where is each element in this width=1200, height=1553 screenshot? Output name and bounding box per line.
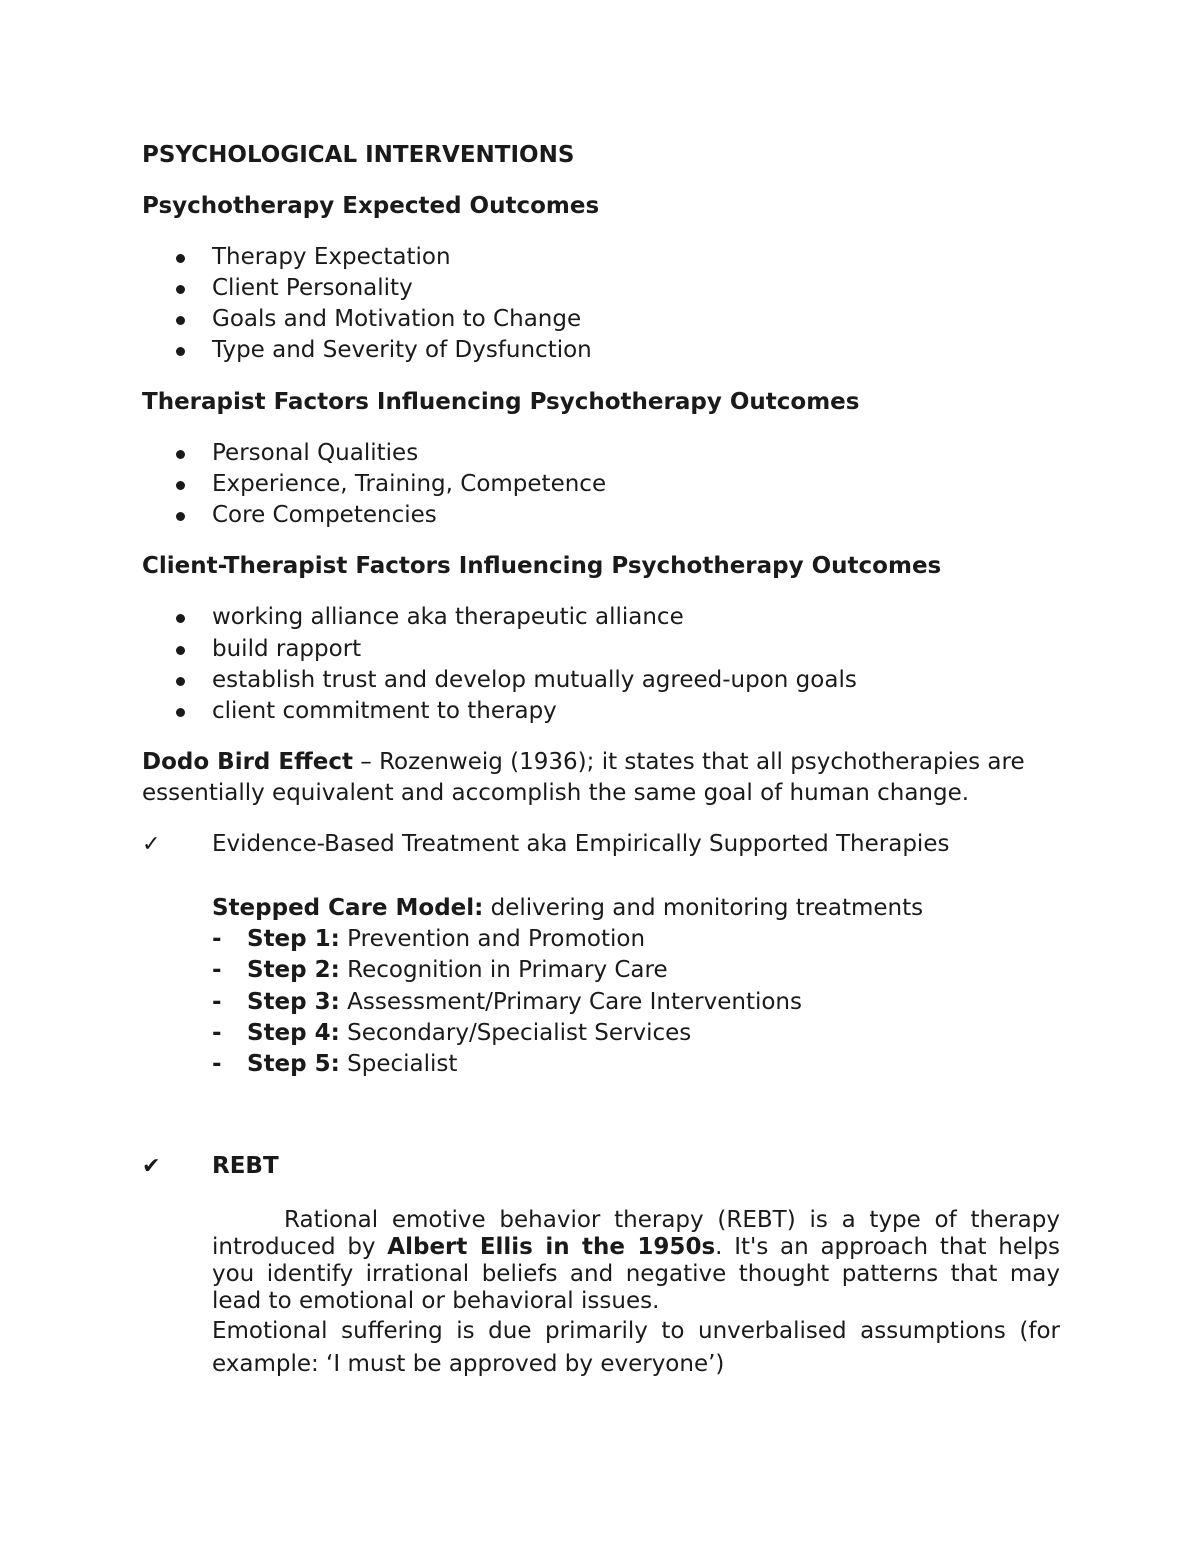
stepped-care-description: delivering and monitoring treatments — [490, 895, 924, 921]
section-heading-client-therapist-factors: Client-Therapist Factors Influencing Psychotherapy Outcomes — [142, 553, 942, 579]
step-item: Step 5: Specialist — [247, 1051, 458, 1077]
list-item: client commitment to therapy — [212, 698, 557, 724]
albert-ellis-emphasis: Albert Ellis in the 1950s — [387, 1234, 716, 1260]
dash-marker: - — [212, 1020, 222, 1046]
evidence-based-text: Evidence-Based Treatment aka Empirically Supported Therapies — [212, 831, 950, 857]
dash-marker: - — [212, 1051, 222, 1077]
rebt-paragraph: Rational emotive behavior therapy (REBT) is a type of therapy introduced by Albert Ellis in the 1950s. It's an approach that helps you identify irrational beliefs and negative thought patterns that may lead to emotional or behavioral issues. — [212, 1207, 1060, 1314]
list-item: Therapy Expectation — [212, 244, 451, 270]
list-item: Personal Qualities — [212, 440, 419, 466]
checkmark-icon: ✓ — [142, 832, 161, 857]
step-item: Step 3: Assessment/Primary Care Interventions — [247, 989, 802, 1015]
rebt-emotional-suffering: Emotional suffering is due primarily to unverbalised assumptions (for example: ‘I must be approved by everyone’) — [212, 1318, 1060, 1377]
document-title: PSYCHOLOGICAL INTERVENTIONS — [142, 142, 575, 168]
bullet-dot — [176, 677, 185, 686]
list-item: Goals and Motivation to Change — [212, 306, 582, 332]
list-item: Core Competencies — [212, 502, 437, 528]
stepped-care-line — [212, 893, 923, 924]
dodo-bird-definition: – Rozenweig (1936); it states that all psychotherapies are essentially equivalent and accomplish the same goal of human change. — [142, 749, 1025, 806]
bullet-dot — [176, 347, 185, 356]
list-item: build rapport — [212, 636, 362, 662]
step-item: Step 2: Recognition in Primary Care — [247, 957, 668, 983]
dash-marker: - — [212, 989, 222, 1015]
bullet-dot — [176, 481, 185, 490]
step-item: Step 1: Prevention and Promotion — [247, 926, 646, 952]
list-item: Experience, Training, Competence — [212, 471, 607, 497]
stepped-care-label: Stepped Care Model: — [212, 895, 484, 921]
bullet-dot — [176, 316, 185, 325]
list-item: Type and Severity of Dysfunction — [212, 337, 592, 363]
bullet-dot — [176, 614, 185, 623]
heavy-checkmark-icon: ✔ — [142, 1154, 161, 1179]
section-heading-therapist-factors: Therapist Factors Influencing Psychotherapy Outcomes — [142, 389, 860, 415]
step-item: Step 4: Secondary/Specialist Services — [247, 1020, 692, 1046]
bullet-dot — [176, 254, 185, 263]
dodo-bird-paragraph — [142, 747, 1060, 809]
list-item: establish trust and develop mutually agreed-upon goals — [212, 667, 857, 693]
bullet-dot — [176, 450, 185, 459]
bullet-dot — [176, 646, 185, 655]
bullet-dot — [176, 285, 185, 294]
list-item: Client Personality — [212, 275, 413, 301]
dash-marker: - — [212, 926, 222, 952]
list-item: working alliance aka therapeutic alliance — [212, 604, 684, 630]
rebt-heading: REBT — [212, 1153, 279, 1179]
bullet-dot — [176, 708, 185, 717]
section-heading-expected-outcomes: Psychotherapy Expected Outcomes — [142, 193, 600, 219]
dash-marker: - — [212, 957, 222, 983]
dodo-bird-term: Dodo Bird Effect — [142, 749, 353, 775]
bullet-dot — [176, 512, 185, 521]
